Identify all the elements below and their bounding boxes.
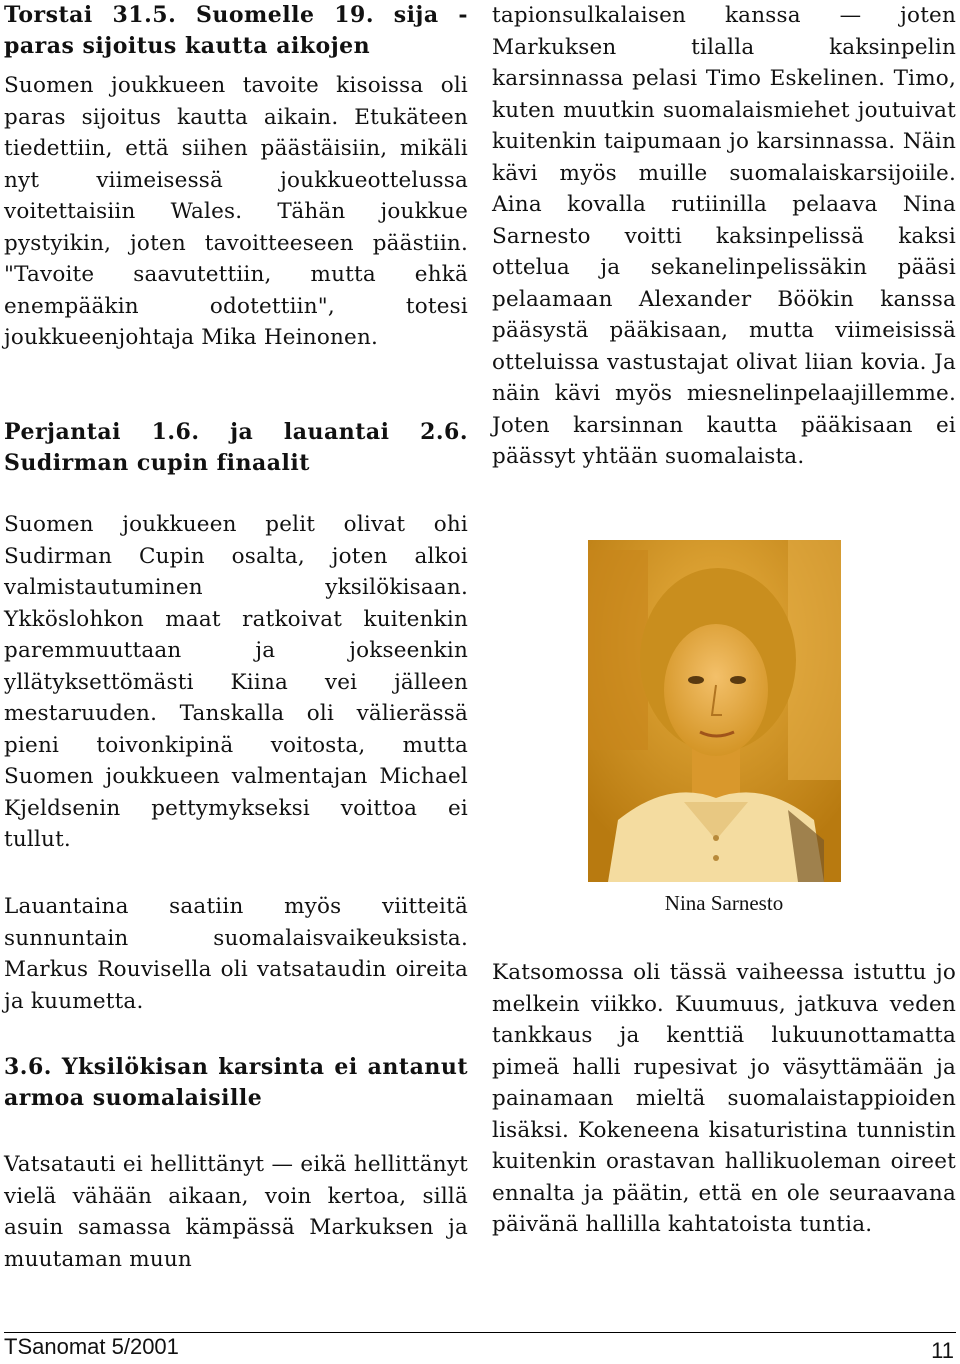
footer-publication: TSanomat 5/2001 xyxy=(4,1334,179,1359)
heading-qualification: 3.6. Yksilökisan karsinta ei antanut armoa suomalaisille xyxy=(4,1054,468,1111)
footer-divider xyxy=(4,1332,956,1333)
heading-friday-saturday: Perjantai 1.6. ja lauantai 2.6. Sudirman cupin finaalit xyxy=(4,419,468,476)
photo-caption: Nina Sarnesto xyxy=(664,891,784,915)
portrait-illustration xyxy=(588,540,841,882)
paragraph-saturday-illness: Lauantaina saatiin myös viitteitä sunnuntain suomalaisvaikeuksista. Markus Rouvisella oli vatsataudin oireita ja kuumetta. xyxy=(4,894,468,1014)
paragraph-spectator-fatigue: Katsomossa oli tässä vaiheessa istuttu jo melkein viikko. Kuumuus, jatkuva veden tankkaus ja kenttiä lukuunottamatta pimeä halli rupesivat jo väsyttämään ja painamaan mieltä suomalaistappioiden lisäksi. Kokeneena kisaturistina tunnistin kuitenkin orastavan hallikuoleman oireet ennalta ja päätin, että en ole seuraavana päivänä hallilla kahtatoista tuntia. xyxy=(492,960,956,1237)
paragraph-team-goal: Suomen joukkueen tavoite kisoissa oli paras sijoitus kautta aikain. Etukäteen tiedettiin, että siihen päästäisiin, mikäli nyt viimeisessä joukkueottelussa voitettaisiin Wales. Tähän joukkue pystyikin, joten tavoitteeseen päästiin. "Tavoite saavutettiin, mutta ehkä enempääkin odotettiin", totesi joukkueenjohtaja Mika Heinonen. xyxy=(4,73,468,350)
footer-page-number: 11 xyxy=(931,1338,954,1363)
paragraph-sudirman-finals: Suomen joukkueen pelit olivat ohi Sudirman Cupin osalta, joten alkoi valmistautuminen yksilökisaan. Ykköslohkon maat ratkoivat kuitenkin paremmuuttaan ja jokseenkin yllätyksettömästi Kiina vei jälleen mestaruuden. Tanskalla oli välierässä pieni toivonkipinä voitosta, mutta Suomen joukkueen valmentajan Michael Kjeldsenin pettymykseksi voittoa ei tullut. xyxy=(4,512,468,852)
paragraph-stomach-bug: Vatsatauti ei hellittänyt — eikä hellittänyt vielä vähään aikaan, voin kertoa, sillä asuin samassa kämpässä Markuksen ja muutaman muun xyxy=(4,1152,468,1272)
paragraph-qualification-results: tapionsulkalaisen kanssa — joten Markuksen tilalla kaksinpelin karsinnassa pelasi Timo Eskelinen. Timo, kuten muutkin suomalaismiehet joutuivat kuitenkin taipumaan jo karsinnassa. Näin kävi myös muille suomalaiskarsijoiile. Aina kovalla rutiinilla pelaava Nina Sarnesto voitti kaksinpelissä kaksi ottelua ja sekanelinpelissäkin pääsi pelaamaan Alexander Böökin kanssa pääsystä pääkisaan, mutta viimeisissä otteluissa vastustajat olivat liian kovia. Ja näin kävi myös miesnelinpelaajillemme. Joten karsinnan kautta pääkisaan ei päässyt yhtään suomalaista. xyxy=(492,3,956,469)
heading-thursday: Torstai 31.5. Suomelle 19. sija - paras sijoitus kautta aikojen xyxy=(4,2,468,59)
player-photo xyxy=(588,540,841,882)
